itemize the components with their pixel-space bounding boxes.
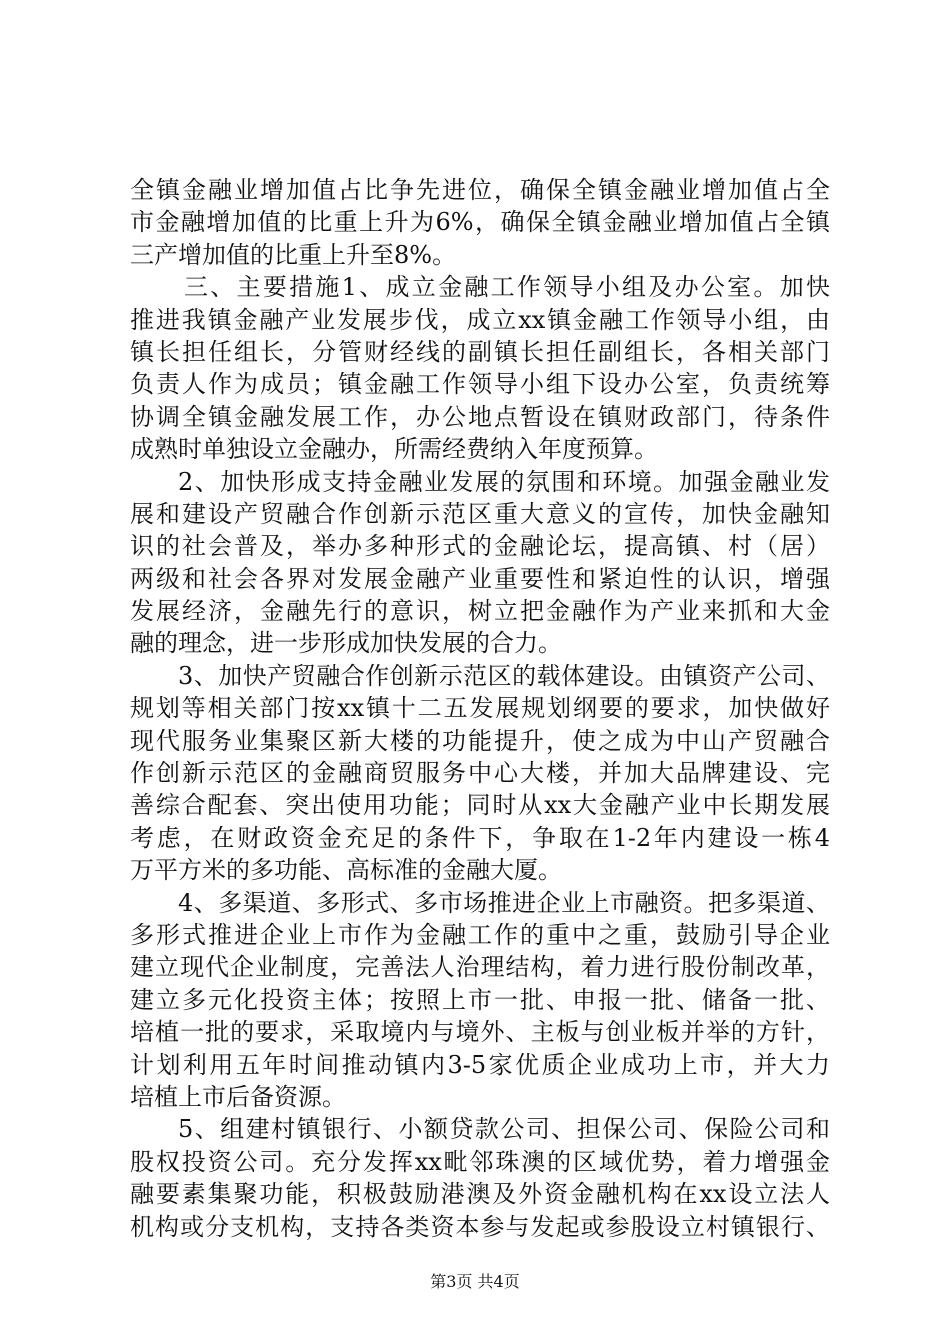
text-line: 现代服务业集聚区新大楼的功能提升，使之成为中山产贸融合 bbox=[130, 726, 830, 755]
paragraph-start-line: 3、加快产贸融合作创新示范区的载体建设。由镇资产公司、 bbox=[178, 661, 830, 690]
paragraph-start-line: 三、主要措施1、成立金融工作领导小组及办公室。加快 bbox=[184, 273, 830, 302]
text-line: 全镇金融业增加值占比争先进位，确保全镇金融业增加值占全 bbox=[130, 176, 830, 204]
text-line: 三产增加值的比重上升至8%。 bbox=[130, 240, 457, 269]
page-number-footer: 第3页 共4页 bbox=[430, 1272, 520, 1291]
text-line: 两级和社会各界对发展金融产业重要性和紧迫性的认识，增强 bbox=[130, 564, 830, 593]
text-line: 发展经济，金融先行的意识，树立把金融作为产业来抓和大金 bbox=[130, 597, 830, 626]
text-line: 融的理念，进一步形成加快发展的合力。 bbox=[130, 629, 562, 658]
text-line: 多形式推进企业上市作为金融工作的重中之重，鼓励引导企业 bbox=[130, 920, 830, 949]
text-line: 作创新示范区的金融商贸服务中心大楼，并加大品牌建设、完 bbox=[130, 759, 830, 788]
text-line: 展和建设产贸融合作创新示范区重大意义的宣传，加快金融知 bbox=[130, 499, 830, 528]
text-line: 培植一批的要求，采取境内与境外、主板与创业板并举的方针， bbox=[130, 1018, 830, 1047]
document-body bbox=[130, 174, 830, 1243]
text-line: 建立现代企业制度，完善法人治理结构，着力进行股份制改革， bbox=[130, 953, 830, 982]
text-line: 考虑，在财政资金充足的条件下，争取在1-2年内建设一栋4 bbox=[130, 823, 830, 852]
text-line: 机构或分支机构，支持各类资本参与发起或参股设立村镇银行、 bbox=[130, 1212, 830, 1241]
paragraph-start-line: 5、组建村镇银行、小额贷款公司、担保公司、保险公司和 bbox=[178, 1115, 830, 1144]
paragraph-start-line: 2、加快形成支持金融业发展的氛围和环境。加强金融业发 bbox=[178, 467, 830, 496]
text-line: 融要素集聚功能，积极鼓励港澳及外资金融机构在xx设立法人 bbox=[130, 1180, 830, 1209]
paragraph-start-line: 4、多渠道、多形式、多市场推进企业上市融资。把多渠道、 bbox=[178, 888, 830, 917]
text-line: 建立多元化投资主体；按照上市一批、申报一批、储备一批、 bbox=[130, 985, 830, 1014]
text-line: 成熟时单独设立金融办，所需经费纳入年度预算。 bbox=[130, 435, 658, 464]
text-line: 善综合配套、突出使用功能；同时从xx大金融产业中长期发展 bbox=[130, 791, 830, 820]
text-line: 规划等相关部门按xx镇十二五发展规划纲要的要求，加快做好 bbox=[130, 694, 830, 723]
text-line: 识的社会普及，举办多种形式的金融论坛，提高镇、村（居） bbox=[130, 532, 830, 561]
text-line: 股权投资公司。充分发挥xx毗邻珠澳的区域优势，着力增强金 bbox=[130, 1147, 830, 1176]
text-line: 推进我镇金融产业发展步伐，成立xx镇金融工作领导小组，由 bbox=[130, 305, 830, 334]
text-line: 协调全镇金融发展工作，办公地点暂设在镇财政部门，待条件 bbox=[130, 402, 830, 431]
text-line: 万平方米的多功能、高标准的金融大厦。 bbox=[130, 856, 562, 885]
text-line: 培植上市后备资源。 bbox=[130, 1082, 346, 1111]
text-line: 市金融增加值的比重上升为6%，确保全镇金融业增加值占全镇 bbox=[130, 208, 830, 237]
text-line: 负责人作为成员；镇金融工作领导小组下设办公室，负责统筹 bbox=[130, 370, 830, 399]
text-line: 镇长担任组长，分管财经线的副镇长担任副组长，各相关部门 bbox=[130, 337, 830, 366]
text-line: 计划利用五年时间推动镇内3-5家优质企业成功上市，并大力 bbox=[130, 1050, 830, 1079]
